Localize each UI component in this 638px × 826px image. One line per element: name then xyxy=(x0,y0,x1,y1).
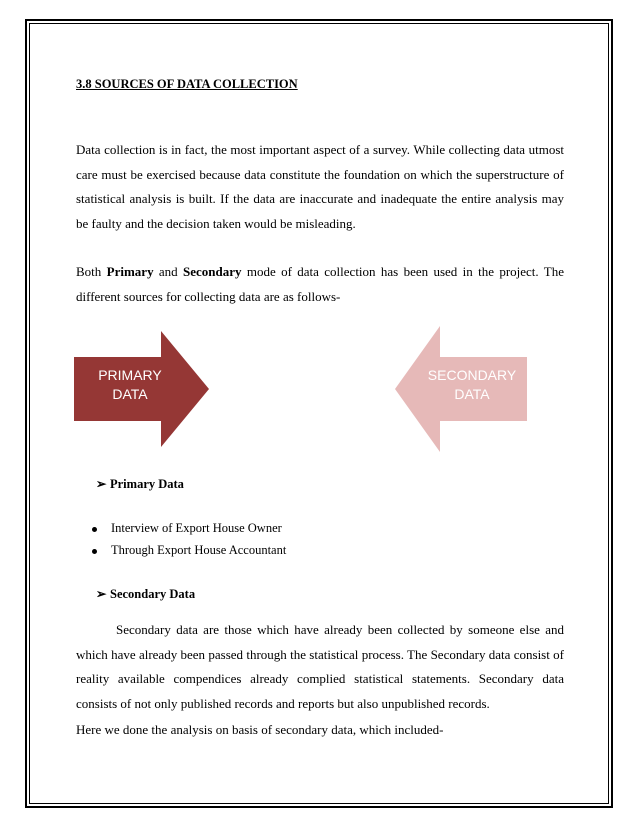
secondary-label-line1: SECONDARY xyxy=(427,367,517,383)
primary-bold: Primary xyxy=(106,264,154,279)
closing-line: Here we done the analysis on basis of secondary data, which included- xyxy=(76,722,444,737)
list-item-text: Through Export House Accountant xyxy=(111,543,287,557)
modes-mid: and xyxy=(153,264,184,279)
modes-post: mode of data collection has been used in the project. The different sources for collecting data are as follows- xyxy=(76,264,564,304)
list-item xyxy=(92,521,282,536)
intro-paragraph: Data collection is in fact, the most important aspect of a survey. While collecting data utmost care must be exercised because data constitute the foundation on which the superstructure of statistical analysis is built. If the data are inaccurate and inadequate the entire analysis may be faulty and the decision taken would be misleading. xyxy=(76,142,564,231)
secondary-data-title: Secondary Data xyxy=(110,587,196,601)
primary-data-heading xyxy=(96,476,184,492)
bullet-icon xyxy=(92,527,97,532)
secondary-label-line2: DATA xyxy=(454,386,490,402)
primary-label-line1: PRIMARY xyxy=(98,367,162,383)
secondary-data-heading xyxy=(96,586,195,602)
secondary-paragraph-text: Secondary data are those which have already been collected by someone else and which have already been passed through the statistical process. The Secondary data consist of reality available compendices already complied statistical statements. Secondary data consists of not only published records and reports but also unpublished records. xyxy=(76,622,564,711)
primary-data-title: Primary Data xyxy=(110,477,184,491)
list-item xyxy=(92,543,286,558)
primary-label-line2: DATA xyxy=(112,386,148,402)
arrow-bullet-icon: ➢ xyxy=(96,477,107,491)
secondary-paragraph xyxy=(76,618,564,716)
secondary-bold: Secondary xyxy=(183,264,242,279)
section-heading: 3.8 SOURCES OF DATA COLLECTION xyxy=(76,77,298,91)
arrow-bullet-icon: ➢ xyxy=(96,587,107,601)
list-item-text: Interview of Export House Owner xyxy=(111,521,282,535)
secondary-data-label xyxy=(424,366,520,404)
primary-data-label xyxy=(82,366,178,404)
modes-pre: Both xyxy=(76,264,107,279)
bullet-icon xyxy=(92,549,97,554)
